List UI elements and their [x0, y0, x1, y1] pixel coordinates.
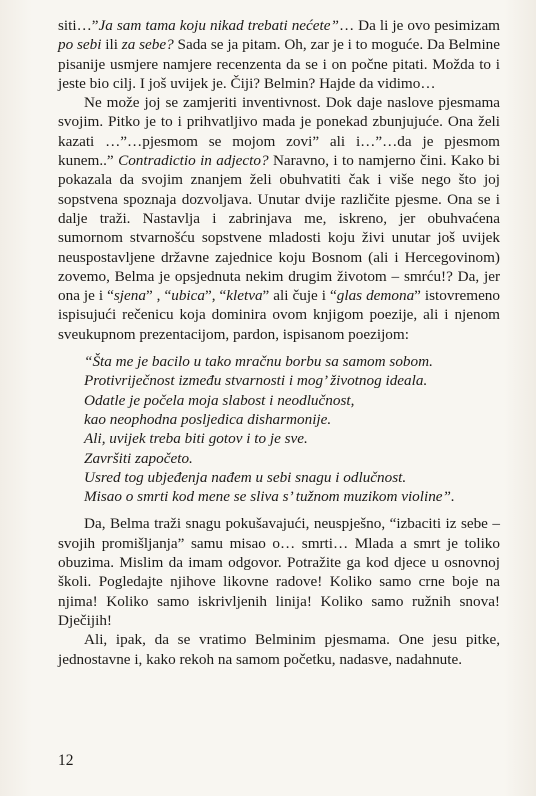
quote-line: kao neophodna posljedica disharmonije.	[84, 410, 332, 428]
quote-line: “Šta me je bacilo u tako mračnu borbu sa samom sobom.	[84, 353, 433, 371]
quote-line: Protivriječnost između stvarnosti i mog’ životnog ideala.	[84, 372, 428, 390]
italic-run: za sebe?	[121, 36, 174, 54]
text-run: ” ali čuje i “	[262, 287, 337, 305]
italic-run: ubica	[171, 287, 205, 305]
italic-run: po sebi	[58, 36, 102, 54]
quote-line: Misao o smrti kod mene se sliva s’ tužnom muzikom violine”.	[84, 488, 455, 506]
italic-run: Ja sam tama koju nikad trebati nećete”	[98, 17, 339, 34]
quote-line: Usred tog ubjeđenja nađem u sebi snagu i odlučnost.	[84, 468, 407, 486]
poem-quote	[58, 352, 500, 506]
text-run: ” istovremeno ispisujući rečenicu koja dominira ovom knjigom poezije, ali i njenom sveukupnom prezentacijom, pardon, ispisanom poezijom:	[58, 287, 500, 343]
text-run: ” , “	[145, 287, 172, 305]
text-run: Sada se ja pitam. Oh, zar je i to moguće. Da Belmine pisanije usmjere namjere recenzenta da se i on počne pitati. Možda to i jeste bio cilj. I još uvijek je. Čiji? Belmin? Hajde da vidimo…	[58, 36, 500, 92]
text-run: siti…”	[58, 17, 99, 34]
quote-line: Odatle je počela moja slabost i neodlučnost,	[84, 391, 355, 409]
text-run: Ne može joj se zamjeriti inventivnost. Dok daje naslove pjesmama svojim. Pitko je to i prihvatljivo mada je ponekad zbunjujuće. Ona želi kazati …”…pjesmom se mojom zovi” ali i…”…da je pjesmom kunem..”	[58, 94, 500, 170]
italic-run: kletva	[226, 287, 263, 305]
text-run: … Da li je ovo pesimizam	[338, 17, 501, 34]
body-text	[58, 16, 500, 669]
paragraph-strength: Da, Belma traži snagu pokušavajući, neuspješno, “izbaciti iz sebe – svojih promišljanja” samu misao o… smrti… Mlada a smrt je toliko obuzima. Mislim da imam odgovor. Potražite ga kod djece u osnovnoj školi. Pogledajte njihove likovne radove! Koliko samo crne boje na njima! Koliko samo iskrivljenih linija! Koliko samo ružnih snova! Dječijih!	[58, 515, 500, 629]
text-run: ili	[101, 36, 122, 54]
quote-line: Završiti započeto.	[84, 449, 193, 467]
italic-run: glas demona	[336, 287, 415, 305]
paragraph-inventiveness	[58, 93, 500, 344]
italic-run: sjena	[113, 287, 146, 305]
quote-line: Ali, uvijek treba biti gotov i to je sve.	[84, 430, 308, 448]
paragraph-return: Ali, ipak, da se vratimo Belminim pjesmama. One jesu pitke, jednostavne i, kako rekoh na samom početku, nadasve, nadahnute.	[58, 631, 500, 668]
paragraph-opening	[58, 16, 500, 93]
text-run: ”, “	[204, 287, 227, 305]
italic-run: Contradictio in adjecto?	[118, 152, 269, 170]
page-number: 12	[58, 752, 74, 769]
text-run: Naravno, i to namjerno čini. Kako bi pokazala da svojim znanjem želi obuhvatiti čak i više nego što joj sopstvena spoznaja dozvoljava. Unutar dvije različite pjesme. Ona se i dalje traži. Nastavlja i zabrinjava me, iskreno, jer obuhvaćena sumornom stvarnošću sopstvene mladosti koju živi unutar još uvijek neuspostavljene državne zajednice koju Bosnom (ali i Hercegovinom) zovemo, Belma je opsjednuta nekim drugim životom – smrću!? Da, jer ona je i “	[58, 152, 500, 305]
